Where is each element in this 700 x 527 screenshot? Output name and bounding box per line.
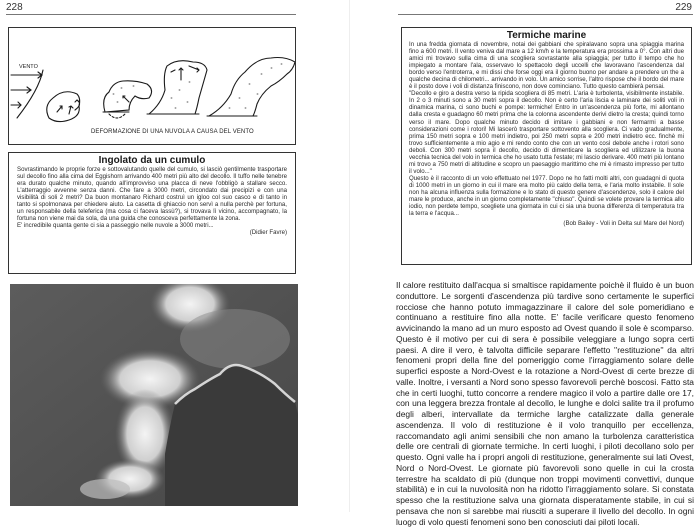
story-text — [409, 41, 684, 217]
left-page — [0, 0, 350, 512]
cloud-photo — [10, 284, 298, 506]
sidebar-story-termiche — [401, 27, 692, 265]
story-paragraph: Sovrastimando le proprie forze e sottovalutando quelle del cumulo, si lasciò gentilmente trasportare sul decollo fino alla cima del Eggishorn arrivando 400 metri più alto del decollo. Il tuffo nelle tenebre era durato qualche minuto, quando all'improvviso una placca di neve l'obbligò a stallare secco. L'atterraggio avvenne senza danni. Che fare a 3000 metri, circondato dai precipizi e con una visibilità di soli 2 metri? Da buon montanaro Richard costruì un igloo col suo casco e di tanto in tanto si spolmonava per chiedere aiuto. La casetta di ghiaccio non servì a nulla perchè per fortuna, un responsabile della teleferica (ma cosa ci faceva lassù?), si trovava lì vicino, accompagnato, la fortuna non viene mai da sola, da una guida che conosceva perfettamente la zona. — [17, 166, 287, 223]
cloud-stage-4-icon — [207, 58, 295, 117]
story-title: Termiche marine — [506, 30, 587, 41]
cloud-deformation-drawing — [9, 28, 295, 128]
body-paragraph: Il calore restituito dall'acqua si smaltisce rapidamente poichè il fluido è un buon conduttore. Le sorgenti d'ascendenza più tardive sono certamente le superfici rocciose che hanno potuto immagazzinare il calore del sole pomeridiano e continuano a restituire fino alla notte. E' facile verificare questo fenomeno avvicinando la mano ad un muro esposto ad Ovest quando il sole è scomparso. Questo è il motivo per cui di sera è possibile veleggiare a lungo sopra certi paesi. A dire il vero, è talvolta difficile separare l'effetto ''restituzione'' da altri fenomeni propri della fine del pomeriggio come l'irraggiamento solare delle superfici esposte a Nord-Ovest e la rotazione a Nord-Ovest di certe brezze di valle. Inoltre, i versanti a Nord sono spesso favorevoli perchè boscosi. Fatto sta che in certi luoghi, tutto concorre a rendere magico il volo a partire dalle ore 17, con una leggera brezza frontale al decollo, le lunghe e dolci salite tra il profumo degli alberi, intervallate da termiche larghe catalizzate dalla generale ascendenza. Il volo di restituzione è il volo tranquillo per eccellenza, raccomandato agli animi sensibili che non amano la turbolenza caratteristica delle ore centrali di giornate termiche. In certi luoghi, i piloti decollano solo per questo. Ogni valle ha i propri angoli di restituzione, generalmente sui lati Ovest, Nord o Nord-Ovest. Le giornate più favorevoli sono quelle in cui la crosta terrestre ha scaldato di più (dunque non troppi movimenti convettivi, dunque stabilità) e in cui la nuvolosità non ha ridotto l'irraggiamento solare. Si constata spesso che la restituzione salva una giornata disperatamente stabile, in cui si pensava che non si sarebbe mai riusciti a superare il livello del decollo. In ogni luogo di volo questi fenomeni sono ben conosciuti dai piloti locali. — [396, 280, 694, 527]
story-byline: (Didier Favre) — [249, 229, 287, 237]
story-text — [17, 166, 287, 229]
page-number-left: 228 — [6, 2, 23, 13]
story-paragraph: In una fredda giornata di novembre, notai dei gabbiani che spiralavano sopra una spiaggia marina fino a 600 metri. Il vento veniva dal mare a 12 km/h e la temperatura era prossima a 0°. Con altri due amici mi trovavo sulla cima di una scogliera sovrastante alla spiaggia; per tutto il tempo che ho impiegato a montare l'ala, osservavo lo spettacolo degli uccelli che lavoravano l'ascendenza dal bordo verso l'entroterra, e mi dissi che forse oggi era il giorno buono per andare a prendere un the a qualche decina di chilometri... arrivando in volo. Un amico sorrise, l'altro rispose che il bordo del mare è il posto dove i voli di distanza finiscono, non dove cominciano. Tutto questo cambierà pensai. — [409, 41, 684, 91]
cloud-stage-2-icon — [103, 81, 152, 118]
story-paragraph: E' incredibile quanta gente ci sia a passeggio nelle nuvole a 3000 metri... — [17, 222, 214, 230]
cloud-stage-1-icon — [47, 92, 80, 122]
page-number-right: 229 — [675, 2, 692, 13]
story-title: Ingolato da un cumulo — [98, 155, 206, 166]
wind-arrows-icon — [11, 70, 43, 118]
header-rule — [6, 14, 296, 15]
story-byline: (Bob Bailey - Voli in Delta sul Mare del Nord) — [563, 220, 684, 228]
story-paragraph: "Decollo e giro a destra verso la ripida scogliera di 85 metri. L'aria è turbolenta, visibilmente instabile. In 2 o 3 minuti sono a 30 metri sopra il decollo. Non è certo l'aria liscia e laminare dei soliti voli in dinamica marina, ci sono buchi e pompe: termiche! Entro in un'ascendenza più forte, mi allontano dalla cresta e guadagno 60 metri prima che la colonna ascendente derivi dietro la cresta; quindi torno verso il mare. Dopo qualche minuto decido di imitare i gabbiani e non fermarmi a basse considerazioni come i rotori! Mi lascerò trasportare sottovento alla scogliera. Ci vado gradualmente, prima 150 metri sopra e 100 metri indietro, poi 250 metri sopra e 200 metri indietro ecc. finchè mi trovo sufficientemente a mio agio e mi rendo conto che con un vento così debole anche i rotori sono deboli. Con 300 metri sopra il decollo, decido di dimenticare la scogliera ed utilizzare la buona vecchia tecnica del volo in termica che ho usato tutta l'estate; mi lascio derivare. 400 metri più lontano mi trovo a 750 metri di altitudine e scopro un paesaggio marittimo che mi è rimasto impresso per tutto il volo..." — [409, 90, 684, 175]
story-paragraph: Questo è il racconto di un volo effettuato nel 1977. Dopo ne ho fatti molti altri, con guadagni di quota di 1000 metri in un giorno in cui il mare era molto più caldo della terra, e l'aria molto instabile. Il sole non ha alcuna influenza sulla formazione e lo stato di questo genere d'ascendenze, solo il calore del mare le produce, anche in un giorno completamente "chiuso". Quindi se volete provare la termica allo iodio, non perdete tempo, scegliete una giornata in cui ci sia una buona differenza di temperatura tra la terra e l'acqua... — [409, 174, 684, 218]
right-page — [350, 0, 700, 527]
sidebar-story-ingolato — [8, 152, 296, 274]
header-rule — [398, 14, 693, 15]
figure-caption: DEFORMAZIONE DI UNA NUVOLA A CAUSA DEL VENTO — [91, 129, 254, 135]
cloud-photo-image — [10, 284, 298, 506]
cloud-deformation-figure — [8, 27, 296, 145]
cloud-stage-3-icon — [147, 61, 207, 114]
wind-label: VENTO — [19, 64, 38, 70]
